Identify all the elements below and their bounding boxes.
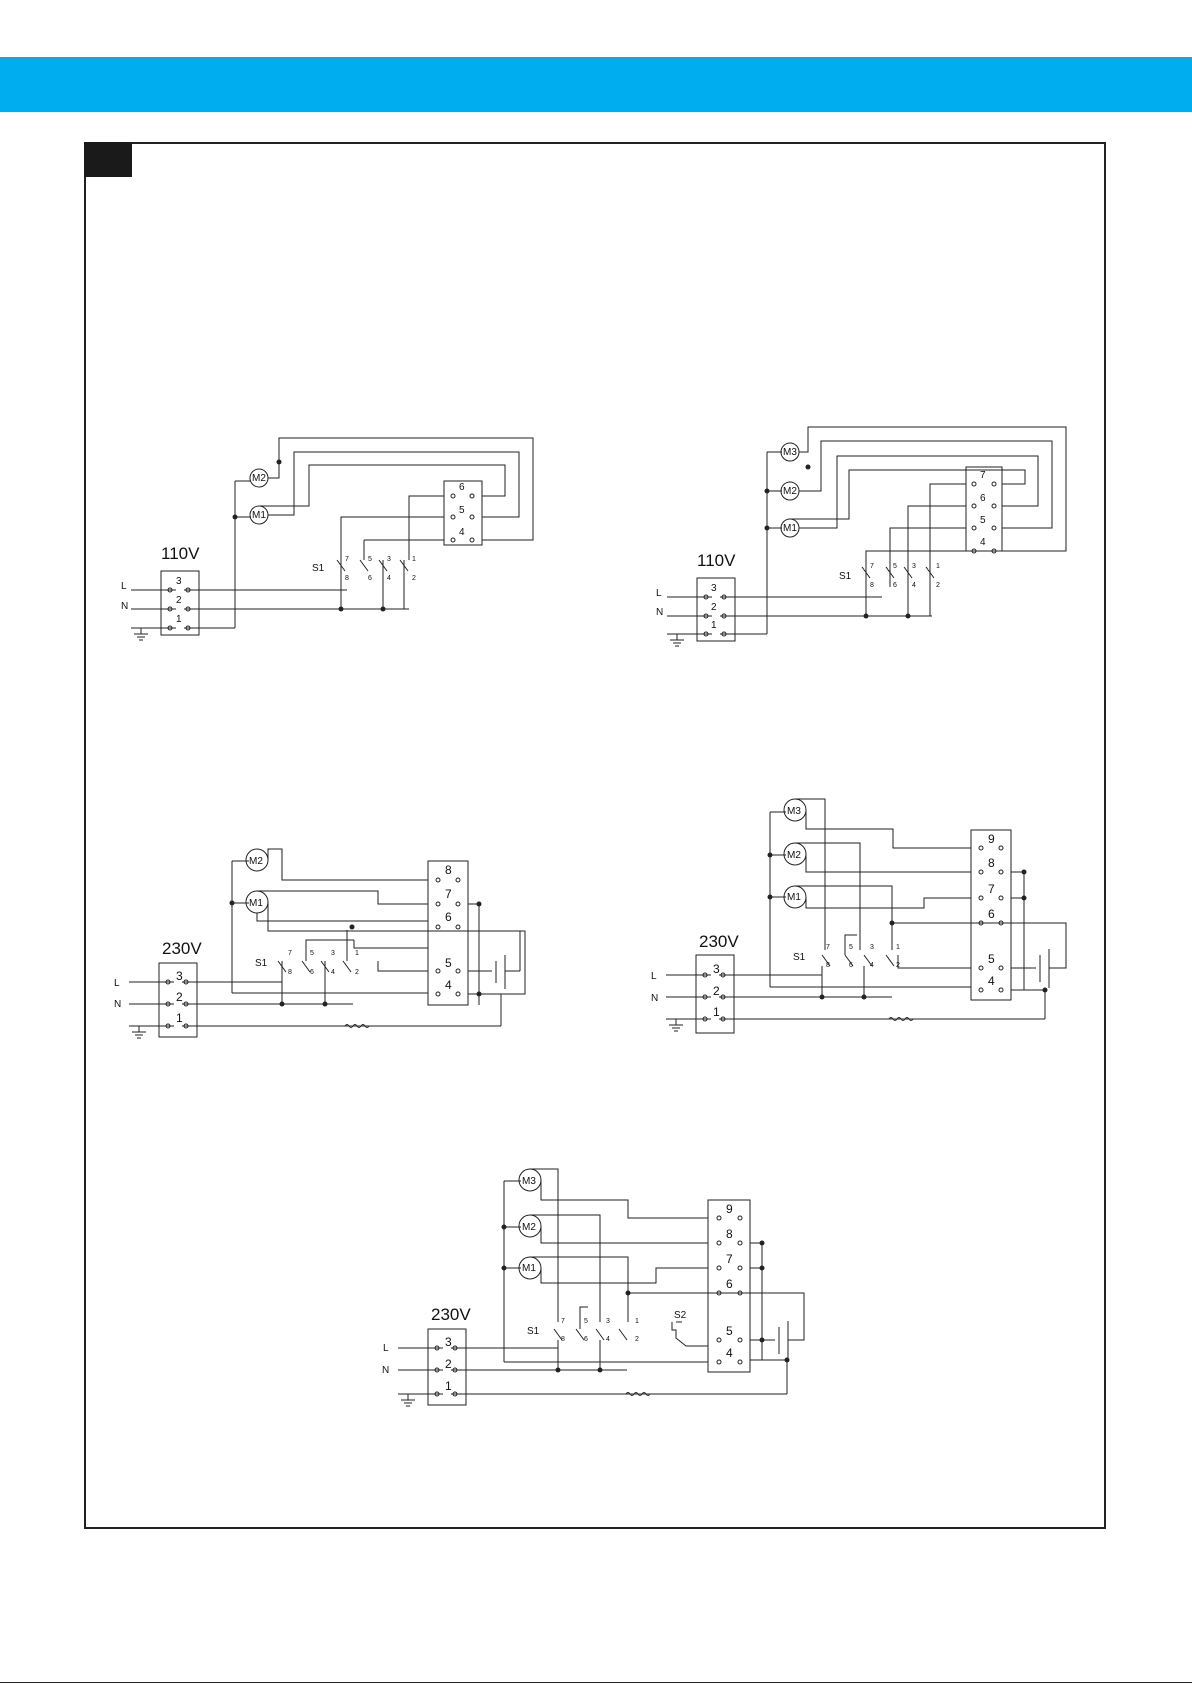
voltage-label: 110V — [697, 551, 736, 570]
switch-contact-label: 7 — [561, 1318, 565, 1325]
terminal-label: 2 — [711, 602, 717, 613]
terminal-label: 4 — [980, 537, 986, 548]
switch-label: S1 — [255, 958, 268, 969]
switch-contact-label: 6 — [849, 962, 853, 969]
switch-contact-label: 5 — [849, 944, 853, 951]
motor-label: M2 — [787, 850, 801, 861]
switch-contact-label: 8 — [826, 962, 830, 969]
switch-contact-label: 1 — [412, 556, 416, 563]
motor-label: M1 — [787, 892, 801, 903]
line-label: L — [656, 588, 662, 599]
motor-label: M2 — [252, 473, 266, 484]
switch-contact-label: 4 — [387, 575, 391, 582]
switch-contact-label: 8 — [870, 582, 874, 589]
terminal-label: 5 — [445, 956, 452, 970]
terminal-label: 2 — [176, 595, 182, 606]
switch-label: S1 — [312, 563, 325, 574]
motor-label: M1 — [783, 523, 797, 534]
motor-label: M3 — [787, 806, 801, 817]
terminal-label: 8 — [726, 1227, 733, 1241]
switch-label: S1 — [793, 952, 806, 963]
switch-contact-label: 5 — [310, 950, 314, 957]
wiring-diagram-1 — [131, 438, 533, 640]
switch-contact-label: 1 — [936, 563, 940, 570]
switch-contact-label: 5 — [368, 556, 372, 563]
switch-contact-label: 7 — [826, 944, 830, 951]
terminal-label: 6 — [988, 907, 995, 921]
switch-contact-label: 3 — [912, 563, 916, 570]
terminal-label: 5 — [726, 1324, 733, 1338]
terminal-label: 6 — [459, 482, 465, 493]
motor-label: M2 — [249, 856, 263, 867]
voltage-label: 230V — [699, 932, 739, 951]
switch-contact-label: 6 — [368, 575, 372, 582]
terminal-label: 4 — [459, 527, 465, 538]
terminal-label: 1 — [176, 614, 182, 625]
terminal-label: 3 — [445, 1335, 452, 1349]
switch-contact-label: 8 — [345, 575, 349, 582]
terminal-label: 3 — [713, 962, 720, 976]
switch-label: S1 — [839, 571, 852, 582]
terminal-label: 5 — [459, 505, 465, 516]
wiring-diagram-4 — [666, 799, 1066, 1033]
terminal-label: 6 — [445, 910, 452, 924]
motor-label: M2 — [522, 1222, 536, 1233]
terminal-label: 4 — [445, 978, 452, 992]
terminal-label: 6 — [980, 493, 986, 504]
terminal-label: 5 — [988, 952, 995, 966]
switch-contact-label: 6 — [310, 969, 314, 976]
switch-contact-label: 1 — [355, 950, 359, 957]
switch-contact-label: 3 — [331, 950, 335, 957]
motor-label: M3 — [783, 447, 797, 458]
switch-contact-label: 2 — [936, 582, 940, 589]
switch-contact-label: 8 — [561, 1336, 565, 1343]
neutral-label: N — [656, 607, 664, 618]
motor-label: M2 — [783, 486, 797, 497]
switch-contact-label: 2 — [896, 962, 900, 969]
terminal-label: 1 — [711, 620, 717, 631]
switch-label: S1 — [527, 1326, 540, 1337]
terminal-label: 9 — [988, 832, 995, 846]
switch-contact-label: 2 — [412, 575, 416, 582]
voltage-label: 230V — [431, 1305, 471, 1324]
switch-contact-label: 4 — [912, 582, 916, 589]
neutral-label: N — [382, 1365, 390, 1376]
neutral-label: N — [651, 993, 659, 1004]
terminal-label: 2 — [176, 990, 183, 1004]
terminal-label: 1 — [176, 1011, 183, 1025]
terminal-label: 2 — [445, 1357, 452, 1371]
terminal-label: 7 — [445, 887, 452, 901]
terminal-label: 7 — [726, 1252, 733, 1266]
line-label: L — [121, 581, 127, 592]
terminal-label: 1 — [445, 1379, 452, 1393]
terminal-label: 6 — [726, 1277, 733, 1291]
switch-contact-label: 4 — [870, 962, 874, 969]
line-label: L — [114, 978, 120, 989]
terminal-label: 7 — [980, 470, 986, 481]
switch-contact-label: 8 — [288, 969, 292, 976]
switch-label: S2 — [674, 1310, 687, 1321]
switch-contact-label: 3 — [870, 944, 874, 951]
terminal-label: 2 — [713, 984, 720, 998]
switch-contact-label: 5 — [893, 563, 897, 570]
switch-contact-label: 7 — [345, 556, 349, 563]
motor-label: M1 — [252, 510, 266, 521]
motor-label: M1 — [522, 1263, 536, 1274]
terminal-label: 4 — [988, 974, 995, 988]
terminal-label: 3 — [711, 583, 717, 594]
line-label: L — [651, 971, 657, 982]
terminal-label: 3 — [176, 969, 183, 983]
neutral-label: N — [121, 601, 129, 612]
terminal-label: 8 — [988, 856, 995, 870]
terminal-label: 4 — [726, 1346, 733, 1360]
terminal-label: 3 — [176, 576, 182, 587]
switch-contact-label: 3 — [387, 556, 391, 563]
switch-contact-label: 4 — [606, 1336, 610, 1343]
terminal-label: 1 — [713, 1005, 720, 1019]
wiring-diagram-2 — [667, 427, 1066, 646]
switch-contact-label: 7 — [870, 563, 874, 570]
voltage-label: 110V — [161, 544, 200, 563]
terminal-label: 8 — [445, 863, 452, 877]
wiring-diagram-5 — [398, 1169, 804, 1406]
switch-contact-label: 1 — [896, 944, 900, 951]
neutral-label: N — [114, 999, 122, 1010]
switch-contact-label: 3 — [606, 1318, 610, 1325]
switch-contact-label: 5 — [584, 1318, 588, 1325]
switch-contact-label: 6 — [893, 582, 897, 589]
terminal-label: 9 — [726, 1202, 733, 1216]
terminal-label: 5 — [980, 515, 986, 526]
switch-contact-label: 2 — [355, 969, 359, 976]
motor-label: M1 — [249, 898, 263, 909]
terminal-label: 7 — [988, 882, 995, 896]
switch-contact-label: 7 — [288, 950, 292, 957]
switch-contact-label: 6 — [584, 1336, 588, 1343]
motor-label: M3 — [522, 1176, 536, 1187]
line-label: L — [383, 1343, 389, 1354]
voltage-label: 230V — [162, 939, 202, 958]
switch-contact-label: 2 — [635, 1336, 639, 1343]
switch-contact-label: 1 — [635, 1318, 639, 1325]
switch-contact-label: 4 — [331, 969, 335, 976]
